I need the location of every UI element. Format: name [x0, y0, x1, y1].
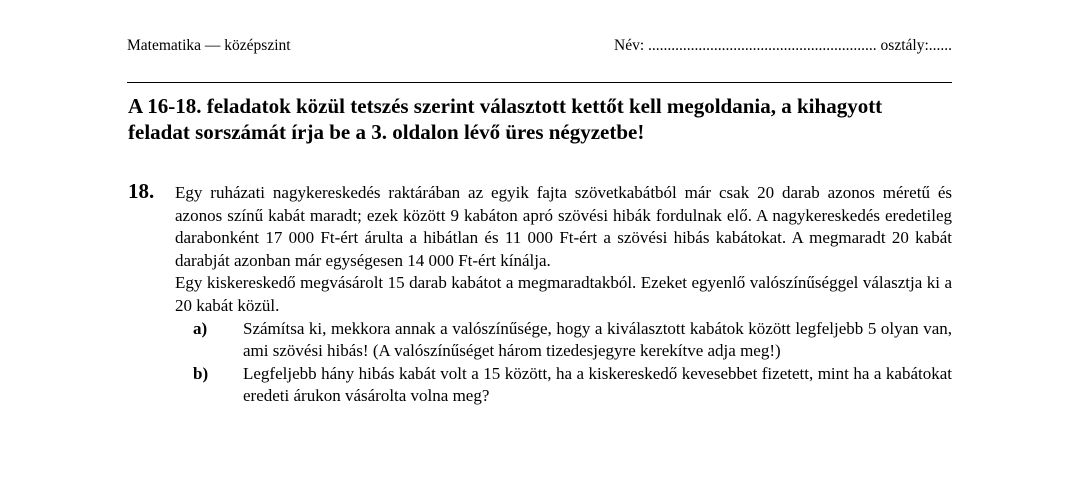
header-rule: [127, 82, 952, 83]
question-label: a): [193, 318, 208, 338]
question-label: b): [193, 363, 209, 383]
task-number: 18.: [128, 179, 155, 203]
question-text: Számítsa ki, mekkora annak a valószínűsége, hogy a kiválasztott kabátok között legfeljebb 5 olyan van, ami szövési hibás! (A valószínűséget három tizedesjegyre kerekítve adja meg!): [243, 318, 952, 361]
instruction-heading: A 16-18. feladatok közül tetszés szerint választott kettőt kell megoldania, a kihagyott feladat sorszámát írja be a 3. oldalon lévő üres négyzetbe!: [128, 94, 883, 144]
task-paragraph-1: Egy ruházati nagykereskedés raktárában az egyik fajta szövetkabátból már csak 20 darab azonos méretű és azonos színű kabát maradt; ezek között 9 kabáton apró szövési hibák fordulnak elő. A nagykereskedés eredetileg darabonként 17 000 Ft-ért árulta a hibátlan és 11 000 Ft-ért a szövési hibás kabátokat. A megmaradt 20 kabát darabját azonban már egységesen 14 000 Ft-ért kínálja.: [175, 183, 952, 270]
question-text: Legfeljebb hány hibás kabát volt a 15 között, ha a kiskereskedő kevesebbet fizetett, mint ha a kabátokat eredeti árukon vásárolta volna meg?: [243, 363, 952, 406]
header-subject: Matematika — középszint: [127, 37, 291, 54]
task-paragraph-2: Egy kiskereskedő megvásárolt 15 darab kabátot a megmaradtakból. Ezeket egyenlő valószínűséggel választja ki a 20 kabát közül.: [175, 273, 952, 315]
question-a: [175, 318, 952, 363]
task-body: [175, 182, 952, 408]
question-b: [175, 363, 952, 408]
header-name-class: Név: ........................................................... osztály:......: [614, 37, 952, 54]
